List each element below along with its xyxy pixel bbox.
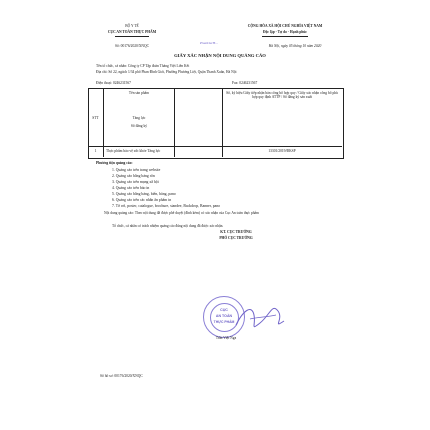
ads-item: 7. Tờ rơi, poster, catalogue, brochure, standee, Backdrop, Banner, pano <box>112 204 221 208</box>
agency-name: CỤC AN TOÀN THỰC PHẨM <box>107 30 157 34</box>
seal-text-bot: THỰC PHẨM <box>213 320 235 324</box>
company-fax: Fax: 0246231567 <box>232 81 258 85</box>
ads-responsibility: Tổ chức, cá nhân có trách nhiệm quảng cáo đúng nội dung đã được xác nhận. <box>112 224 224 228</box>
ads-heading: Phương tiện quảng cáo: <box>96 161 133 165</box>
national-motto: Độc lập - Tự do - Hạnh phúc <box>263 30 307 34</box>
table-row-reg: 13301/2019/ĐKSP <box>268 149 296 153</box>
table-header-certificate: Số, ký hiệu Giấy tiếp nhận bản công bố hợp quy / Giấy xác nhận công bố phù hợp quy định ATTP / Số đăng ký sản xuất <box>226 91 338 100</box>
ads-item: 5. Quảng cáo bằng bảng, biển, băng, pano <box>112 192 176 196</box>
company-address: Địa chỉ: Số 22, ngách 1/34 phố Phan Đình Giót, Phường Phương Liệt, Quận Thanh Xuân, Hà Nội <box>96 70 237 74</box>
signer-name: Trần Việt Nga <box>215 336 237 340</box>
doc-number: Số: 00176/2020/XNQC <box>114 44 150 48</box>
company-name: Tên tổ chức, cá nhân: Công ty CP Tập đoàn Thăng Việt Liên Kết <box>96 64 190 68</box>
ads-content-note: Nội dung quảng cáo: Theo nội dung đã được phê duyệt (đính kèm) có xác nhận của Cục An toàn thực phẩm <box>104 211 259 215</box>
ads-item: 1. Quảng cáo trên trang website <box>112 168 161 172</box>
company-phone: Điện thoại: 0246231567 <box>96 81 131 85</box>
seal-text-mid: AN TOÀN <box>215 314 233 318</box>
seal-text-top: CỤC <box>220 308 228 312</box>
table-row-product: Thực phẩm bảo vệ sức khỏe Tăng lực <box>106 149 161 153</box>
ministry-name: BỘ Y TẾ <box>125 24 139 28</box>
table-row-stt: 1 <box>94 149 97 153</box>
table-row-divider <box>88 146 342 147</box>
footer-doc-number: Số hồ sơ: 00176/2020/XNQC <box>100 374 143 378</box>
table-header-reg: Số đăng ký <box>130 124 148 128</box>
handwritten-signature <box>232 295 292 337</box>
table-header-product: Tên sản phẩm <box>128 91 150 95</box>
table-header-product-sub: Tăng lực <box>132 116 146 120</box>
logo-watermark: PhanDucH... <box>200 41 218 45</box>
place-date: Hà Nội, ngày 05 tháng 10 năm 2020 <box>268 44 322 48</box>
table-header-stt: STT <box>92 116 99 120</box>
signature-role-1: KT. CỤC TRƯỞNG <box>220 230 252 234</box>
ads-item: 4. Quảng cáo trên báo in <box>112 186 150 190</box>
ads-item: 6. Quảng cáo trên các nhãn ấn phẩm in <box>112 198 172 202</box>
ads-item: 3. Quảng cáo trên mạng xã hội <box>112 180 159 184</box>
signature-role-2: PHÓ CỤC TRƯỞNG <box>219 236 253 240</box>
ads-item: 2. Quảng cáo bằng bảng rôn <box>112 174 155 178</box>
republic-title: CỘNG HÒA XÃ HỘI CHỦ NGHĨA VIỆT NAM <box>247 24 323 28</box>
page-title: GIẤY XÁC NHẬN NỘI DUNG QUẢNG CÁO <box>174 53 266 58</box>
motto-underline <box>262 36 308 37</box>
agency-underline <box>115 36 149 37</box>
